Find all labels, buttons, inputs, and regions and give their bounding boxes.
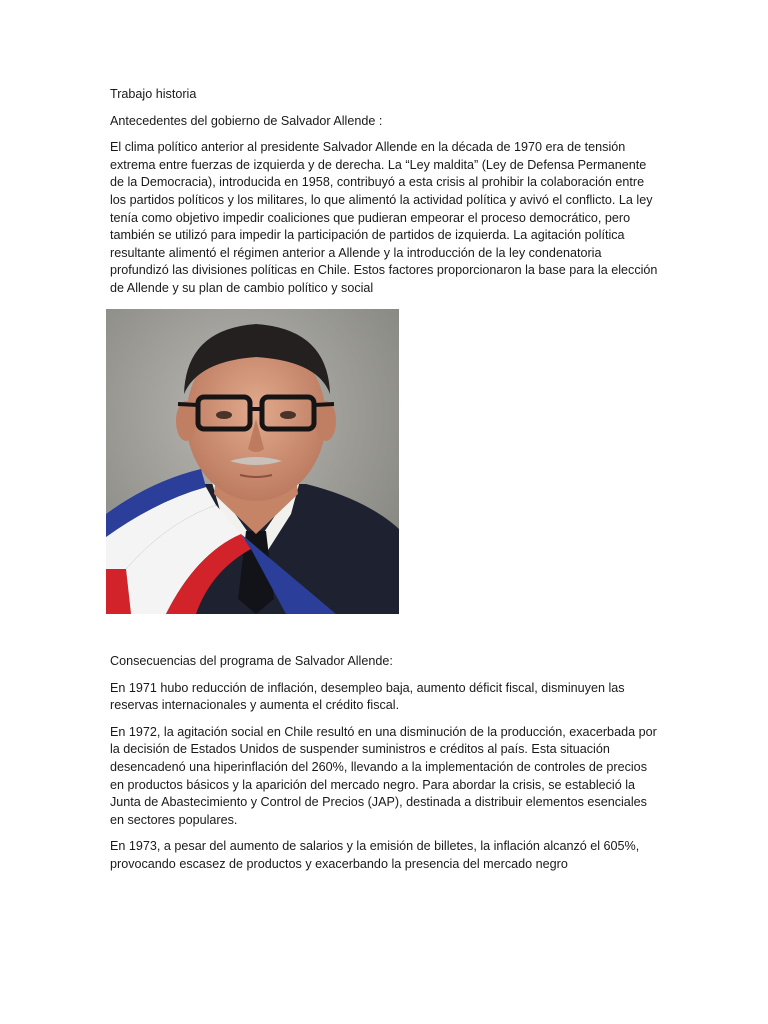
section-heading-consecuencias: Consecuencias del programa de Salvador Allende: [110, 654, 393, 668]
document-body-top [110, 86, 658, 307]
section-heading-antecedentes: Antecedentes del gobierno de Salvador Allende : [110, 113, 383, 128]
paragraph-1973: En 1973, a pesar del aumento de salarios y la emisión de billetes, la inflación alcanzó el 605%, provocando escasez de productos y exacerbando la presencia del mercado negro [110, 839, 640, 871]
document-title: Trabajo historia [110, 87, 197, 101]
paragraph-1972: En 1972, la agitación social en Chile resultó en una disminución de la producción, exacerbada por la decisión de Estados Unidos de suspender suministros e créditos al país. Esta situación desencadenó una hiperinflación del 260%, llevando a la implementación de controles de precios en productos básicos y la aparición del mercado negro. Para abordar la crisis, se estableció la Junta de Abastecimiento y Control de Precios (JAP), destinada a distribuir elementos esenciales en sectores populares. [110, 724, 657, 827]
paragraph-antecedentes: El clima político anterior al presidente Salvador Allende en la década de 1970 era de tensión extrema entre fuerzas de izquierda y de derecha. La “Ley maldita” (Ley de Defensa Permanente de la Democracia), introducida en 1958, contribuyó a esta crisis al prohibir la colaboración entre los partidos políticos y los militares, lo que alimentó la actividad política y avivó el conflicto. La ley tenía como objetivo impedir coaliciones que pudieran empeorar el proceso democrático, pero también se utilizó para impedir la participación de partidos de izquierda. La agitación política resultante alimentó el régimen anterior a Allende y la introducción de la ley condenatoria profundizó las divisiones políticas en Chile. Estos factores proporcionaron la base para la elección de Allende y su plan de cambio político y social [110, 140, 658, 295]
portrait-image [106, 309, 399, 614]
paragraph-1971: En 1971 hubo reducción de inflación, desempleo baja, aumento déficit fiscal, disminuyen las reservas internacionales y aumenta el crédito fiscal. [110, 680, 625, 713]
document-body-bottom [110, 653, 658, 883]
